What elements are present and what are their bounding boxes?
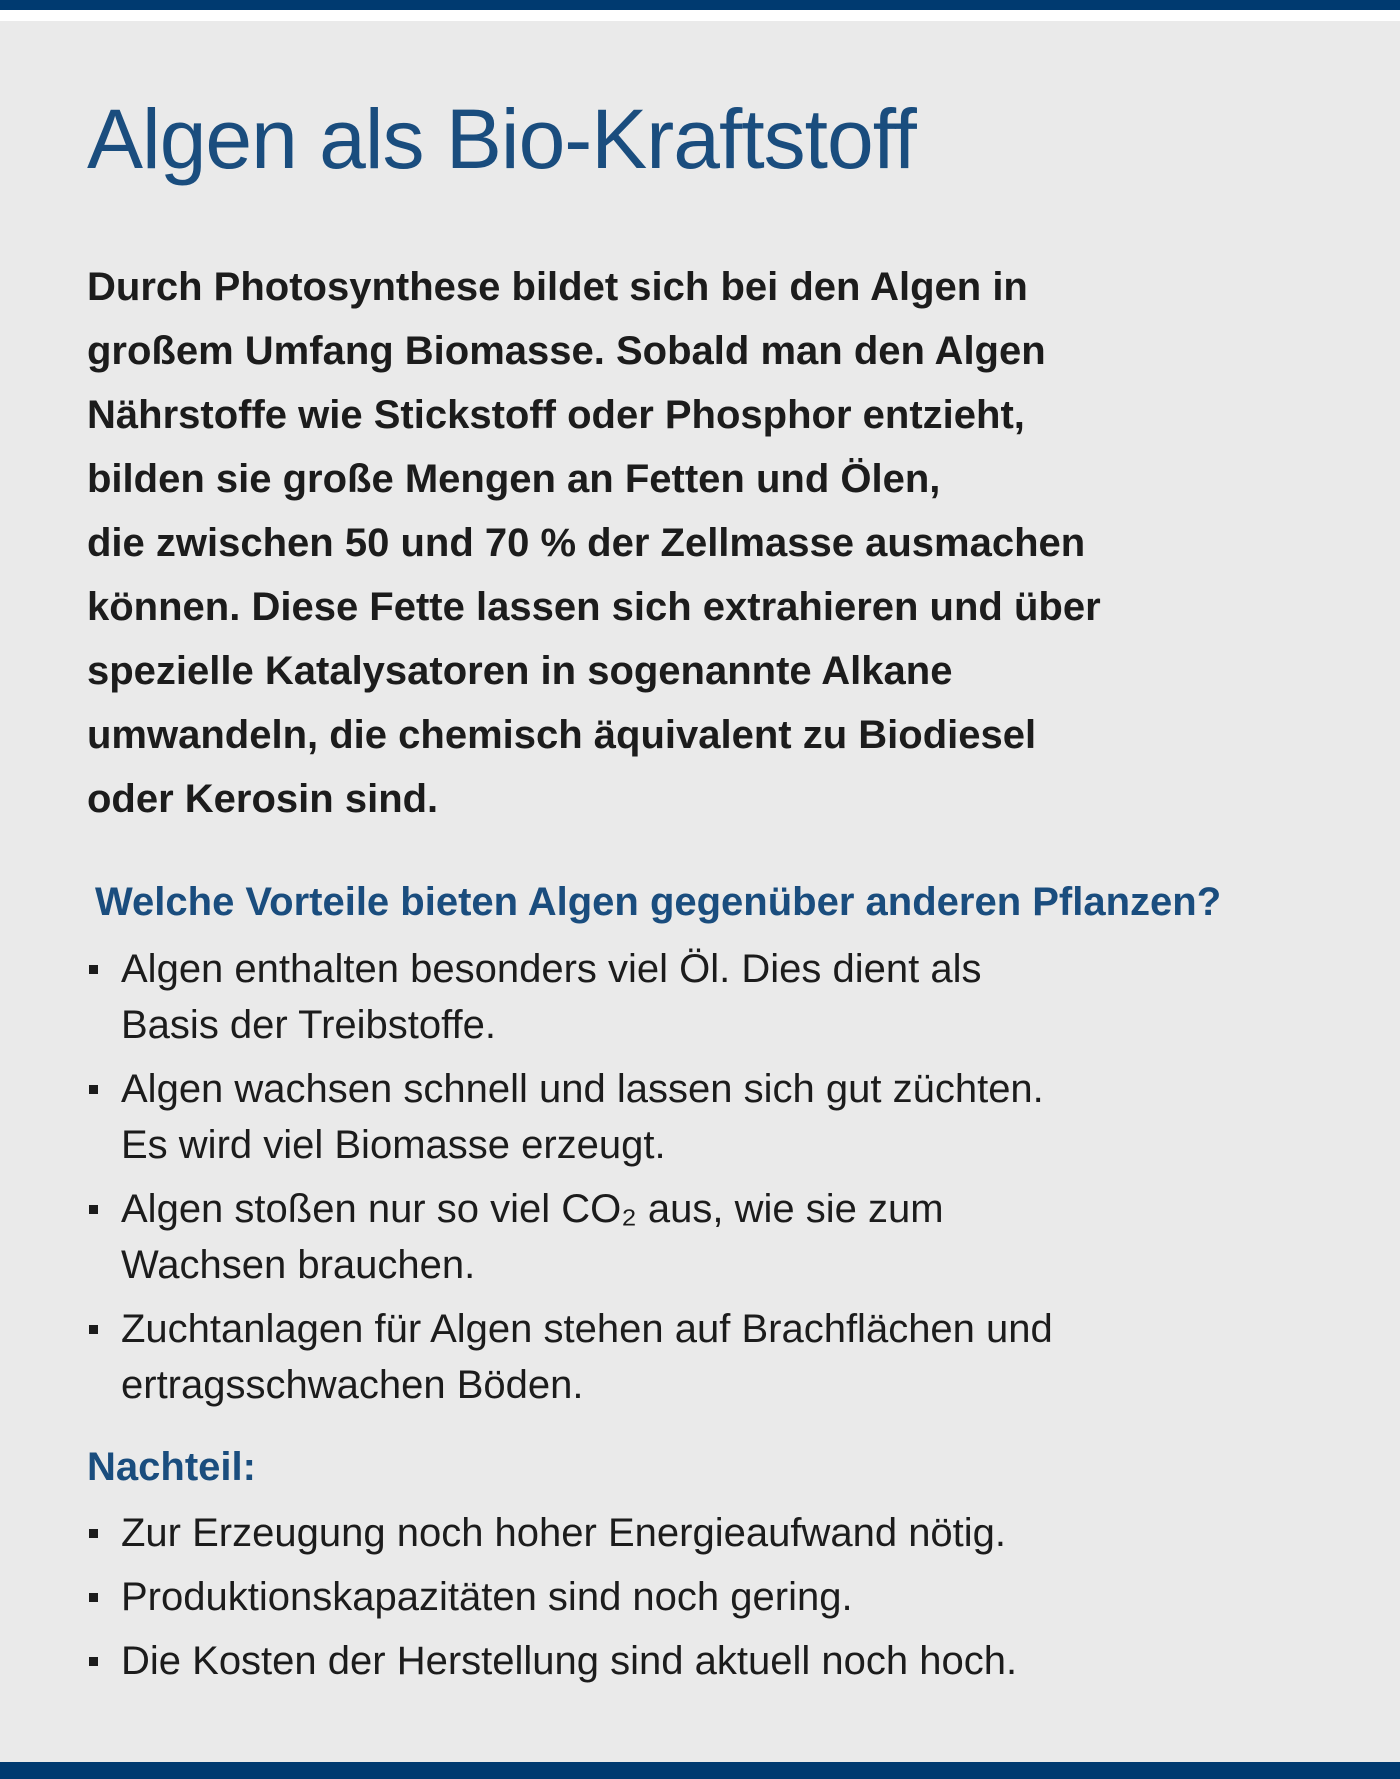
list-item-line: Algen enthalten besonders viel Öl. Dies dient als (121, 947, 982, 991)
list-item-line: Wachsen brauchen. (121, 1243, 476, 1287)
list-item (87, 1301, 1053, 1413)
list-item (87, 1569, 1017, 1625)
top-accent-bar (0, 0, 1400, 10)
bullet-icon (89, 1593, 98, 1602)
bullet-icon (89, 1085, 98, 1094)
intro-line: großem Umfang Biomasse. Sobald man den Algen (87, 329, 1046, 373)
bottom-accent-bar (0, 1762, 1400, 1779)
disadvantages-heading: Nachteil: (87, 1445, 256, 1489)
list-item-line: Zuchtanlagen für Algen stehen auf Brachflächen und (121, 1307, 1053, 1351)
disadvantages-list (87, 1505, 1017, 1697)
advantages-heading: Welche Vorteile bieten Algen gegenüber anderen Pflanzen? (95, 880, 1222, 924)
intro-line: können. Diese Fette lassen sich extrahieren und über (87, 585, 1101, 629)
bullet-icon (89, 1325, 98, 1334)
bullet-icon (89, 1657, 98, 1666)
intro-line: umwandeln, die chemisch äquivalent zu Biodiesel (87, 713, 1037, 757)
list-item-line: Es wird viel Biomasse erzeugt. (121, 1123, 666, 1167)
list-item (87, 1181, 1053, 1293)
intro-line: spezielle Katalysatoren in sogenannte Alkane (87, 649, 953, 693)
list-item-line: Algen stoßen nur so viel CO₂ aus, wie sie zum (121, 1187, 944, 1231)
intro-line: Nährstoffe wie Stickstoff oder Phosphor entzieht, (87, 393, 1025, 437)
page-title: Algen als Bio-Kraftstoff (87, 92, 916, 186)
bullet-icon (89, 1205, 98, 1214)
list-item (87, 941, 1053, 1053)
intro-line: die zwischen 50 und 70 % der Zellmasse ausmachen (87, 521, 1086, 565)
list-item (87, 1505, 1017, 1561)
bullet-icon (89, 1529, 98, 1538)
intro-line: Durch Photosynthese bildet sich bei den Algen in (87, 265, 1028, 309)
list-item (87, 1061, 1053, 1173)
list-item-line: Die Kosten der Herstellung sind aktuell noch hoch. (121, 1639, 1018, 1683)
list-item-line: Algen wachsen schnell und lassen sich gut züchten. (121, 1067, 1044, 1111)
info-box (0, 21, 1400, 1762)
bullet-icon (89, 965, 98, 974)
list-item-line: Zur Erzeugung noch hoher Energieaufwand nötig. (121, 1511, 1007, 1555)
list-item-line: Basis der Treibstoffe. (121, 1003, 496, 1047)
list-item-line: Produktionskapazitäten sind noch gering. (121, 1575, 853, 1619)
intro-line: bilden sie große Mengen an Fetten und Ölen, (87, 457, 941, 501)
list-item (87, 1633, 1017, 1689)
list-item-line: ertragsschwachen Böden. (121, 1363, 584, 1407)
intro-line: oder Kerosin sind. (87, 777, 439, 821)
advantages-list (87, 941, 1053, 1421)
intro-paragraph (87, 255, 1287, 831)
